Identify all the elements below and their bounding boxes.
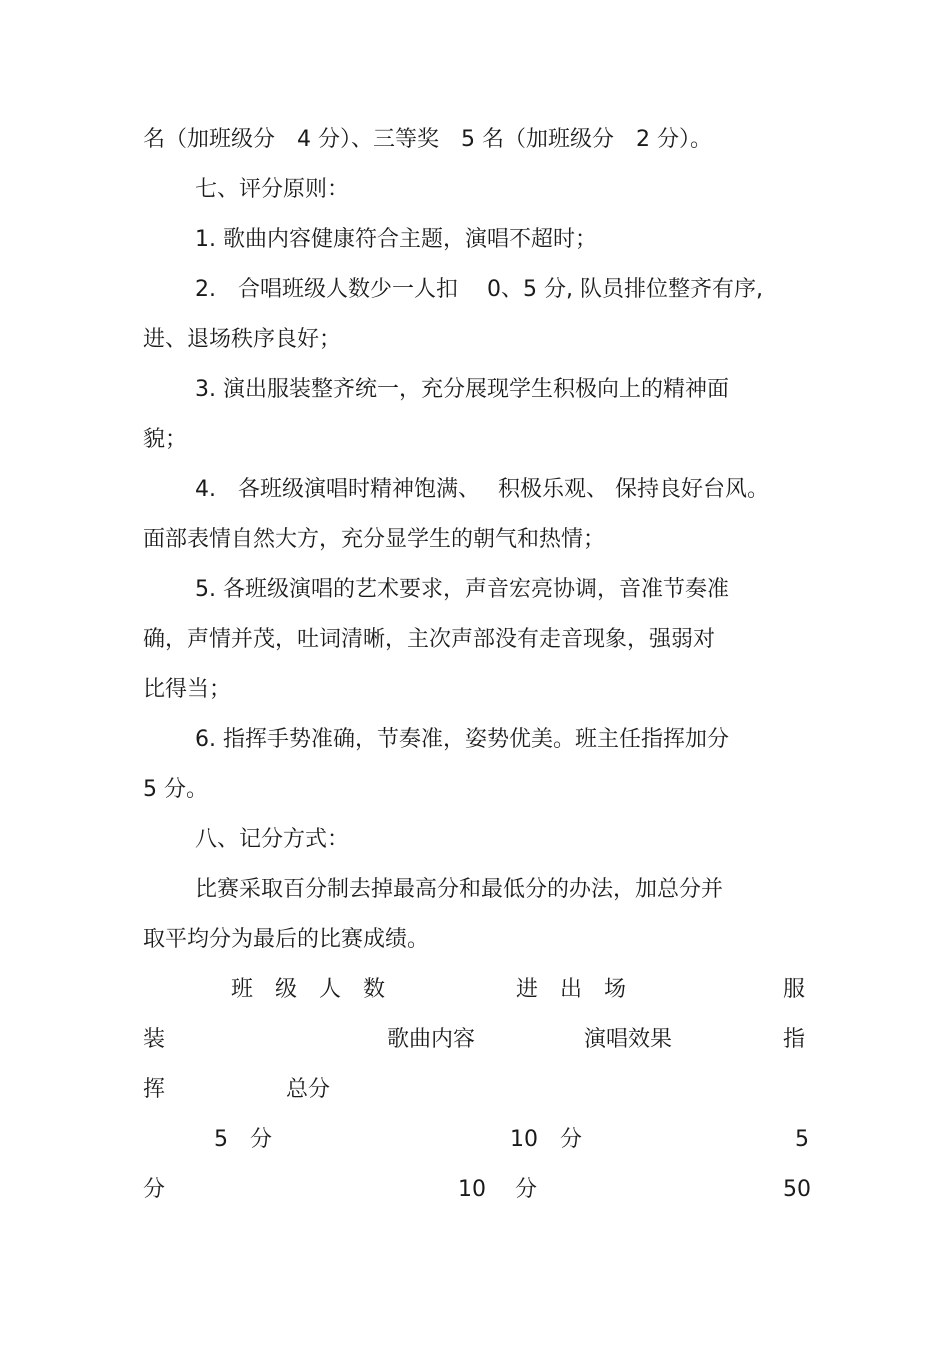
principle-2: 2. 合唱班级人数少一人扣 0、5 分, 队员排位整齐有序,	[195, 277, 763, 302]
principle-3-cont: 貌；	[143, 427, 188, 452]
table-value-costume-1: 5	[795, 1127, 809, 1152]
principle-6: 6. 指挥手势准确，节奏准，姿势优美。班主任指挥加分	[195, 727, 729, 752]
table-header-costume-2: 装	[143, 1027, 166, 1052]
table-header-performance: 演唱效果	[584, 1027, 673, 1052]
table-header-total: 总分	[286, 1077, 331, 1102]
section-heading-scoring-principles: 七、评分原则：	[195, 177, 350, 202]
table-header-conducting-1: 指	[783, 1027, 806, 1052]
table-value-song-content: 10 分	[458, 1177, 537, 1202]
principle-4: 4. 各班级演唱时精神饱满、 积极乐观、 保持良好台风。	[195, 477, 769, 502]
table-header-costume-1: 服	[783, 977, 806, 1002]
table-header-entry-exit: 进 出 场	[516, 977, 627, 1002]
principle-2-cont: 进、退场秩序良好；	[143, 327, 342, 352]
table-header-conducting-2: 挥	[143, 1077, 166, 1102]
table-header-song-content: 歌曲内容	[387, 1027, 476, 1052]
table-value-costume-2: 分	[143, 1177, 166, 1202]
principle-1: 1. 歌曲内容健康符合主题，演唱不超时；	[195, 227, 597, 252]
section-heading-scoring-method: 八、记分方式：	[195, 827, 350, 852]
text-line-1: 名（加班级分 4 分）、三等奖 5 名（加班级分 2 分）。	[143, 127, 712, 152]
table-value-class-size: 5 分	[214, 1127, 272, 1152]
table-value-performance: 50	[783, 1177, 811, 1202]
scoring-method-text-cont: 取平均分为最后的比赛成绩。	[143, 927, 430, 952]
principle-5: 5. 各班级演唱的艺术要求，声音宏亮协调，音准节奏准	[195, 577, 729, 602]
table-header-class-size: 班 级 人 数	[231, 977, 386, 1002]
principle-6-cont: 5 分。	[143, 777, 208, 802]
scoring-method-text: 比赛采取百分制去掉最高分和最低分的办法，加总分并	[195, 877, 724, 902]
principle-5-cont-2: 比得当；	[143, 677, 232, 702]
principle-5-cont-1: 确，声情并茂，吐词清晰，主次声部没有走音现象，强弱对	[143, 627, 716, 652]
principle-3: 3. 演出服装整齐统一，充分展现学生积极向上的精神面	[195, 377, 729, 402]
principle-4-cont: 面部表情自然大方，充分显学生的朝气和热情；	[143, 527, 606, 552]
table-value-entry-exit: 10 分	[510, 1127, 582, 1152]
